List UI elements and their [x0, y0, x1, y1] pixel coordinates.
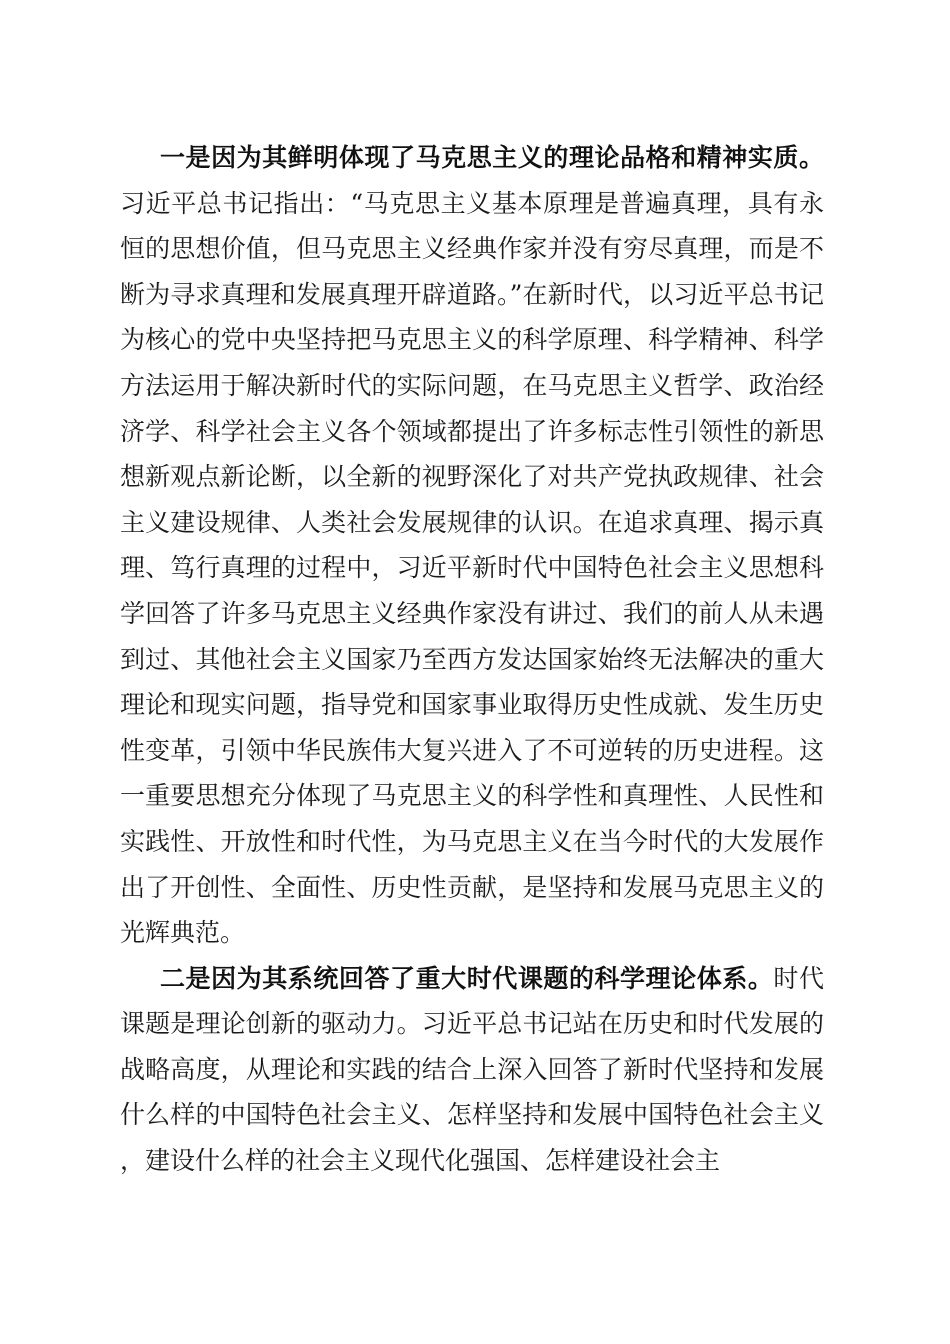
- paragraph-2: [120, 956, 824, 1184]
- document-body: [120, 135, 824, 1184]
- paragraph-1-lead: 一是因为其鲜明体现了马克思主义的理论品格和精神实质。: [160, 143, 824, 172]
- paragraph-1: [120, 135, 824, 956]
- paragraph-2-lead: 二是因为其系统回答了重大时代课题的科学理论体系。: [160, 963, 774, 993]
- paragraph-1-body: 习近平总书记指出：“马克思主义基本原理是普遍真理，具有永恒的思想价值，但马克思主义经典作家并没有穷尽真理，而是不断为寻求真理和发展真理开辟道路。”在新时代，以习近平总书记为核心的党中央坚持把马克思主义的科学原理、科学精神、科学方法运用于解决新时代的实际问题，在马克思主义哲学、政治经济学、科学社会主义各个领域都提出了许多标志性引领性的新思想新观点新论断，以全新的视野深化了对共产党执政规律、社会主义建设规律、人类社会发展规律的认识。在追求真理、揭示真理、笃行真理的过程中，习近平新时代中国特色社会主义思想科学回答了许多马克思主义经典作家没有讲过、我们的前人从未遇到过、其他社会主义国家乃至西方发达国家始终无法解决的重大理论和现实问题，指导党和国家事业取得历史性成就、发生历史性变革，引领中华民族伟大复兴进入了不可逆转的历史进程。这一重要思想充分体现了马克思主义的科学性和真理性、人民性和实践性、开放性和时代性，为马克思主义在当今时代的大发展作出了开创性、全面性、历史性贡献，是坚持和发展马克思主义的光辉典范。: [120, 188, 824, 948]
- paragraph-2-body: 时代课题是理论创新的驱动力。习近平总书记站在历史和时代发展的战略高度，从理论和实践的结合上深入回答了新时代坚持和发展什么样的中国特色社会主义、怎样坚持和发展中国特色社会主义，建设什么样的社会主义现代化强国、怎样建设社会主: [120, 963, 824, 1176]
